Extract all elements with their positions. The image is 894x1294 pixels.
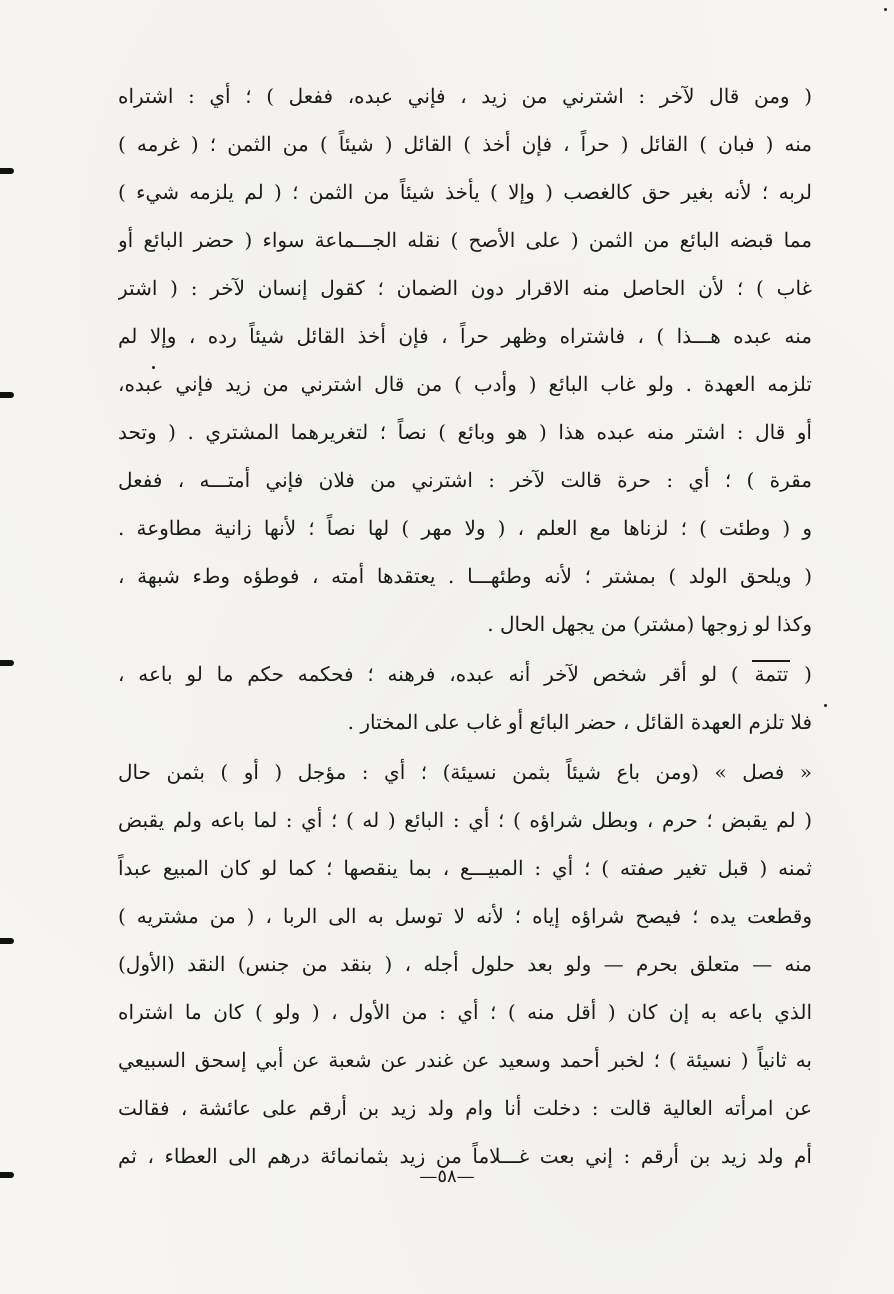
- margin-mark: [0, 938, 14, 944]
- text-line: وكذا لو زوجها (مشتر) من يجهل الحال .: [487, 612, 812, 636]
- tatimma-line: ( تتمة ) لو أقر شخص لآخر أنه عبده، فرهنه ؛ فحكمه حكم ما لو باعه ،: [118, 662, 812, 686]
- scan-speck: [884, 8, 887, 11]
- text-line: منه ( فبان ) القائل ( حراً ، فإن أخذ ) القائل ( شيئاً ) من الثمن ؛ ( غرمه ): [118, 132, 812, 156]
- text-line: مما قبضه البائع من الثمن ( على الأصح ) نقله الجـــماعة سواء ( حضر البائع أو: [118, 228, 812, 252]
- margin-mark: [0, 392, 14, 398]
- text-line: ( لم يقبض ؛ حرم ، وبطل شراؤه ) ؛ أي : البائع ( له ) ؛ أي : لما باعه ولم يقبض: [118, 808, 812, 832]
- text-line: الذي باعه به إن كان ( أقل منه ) ؛ أي : من الأول ، ( ولو ) كان ما اشتراه: [118, 1000, 812, 1024]
- text-line: غاب ) ؛ لأن الحاصل منه الاقرار دون الضمان ؛ كقول إنسان لآخر : ( اشتر: [118, 276, 812, 300]
- margin-mark: [0, 168, 14, 174]
- text-line: لربه ؛ لأنه بغير حق كالغصب ( وإلا ) يأخذ شيئاً من الثمن ؛ ( لم يلزمه شيء ): [118, 180, 812, 204]
- text-line: وقطعت يده ؛ فيصح شراؤه إياه ؛ لأنه لا توسل به الى الربا ، ( من مشتريه ): [118, 904, 812, 928]
- text-line: و ( وطئت ) ؛ لزناها مع العلم ، ( ولا مهر ) لها نصاً ؛ لأنها زانية مطاوعة .: [118, 516, 812, 540]
- tatimma-label: تتمة: [754, 662, 789, 686]
- scan-speck: [824, 704, 827, 707]
- margin-mark: [0, 660, 14, 666]
- text-line: تلزمه العهدة . ولو غاب البائع ( وأدب ) من قال اشترني من زيد فإني عبده،: [118, 372, 812, 396]
- text-line: منه — متعلق بحرم — ولو بعد حلول أجله ، ( بنقد من جنس) النقد (الأول): [118, 952, 812, 976]
- section-heading-line: « فصل » (ومن باع شيئاً بثمن نسيئة) ؛ أي : مؤجل ( أو ) بثمن حال: [118, 760, 812, 784]
- text-line: ثمنه ( قبل تغير صفته ) ؛ أي : المبيـــع ، بما ينقصها ؛ كما لو كان المبيع عبداً: [118, 856, 812, 880]
- text-line: ( ومن قال لآخر : اشترني من زيد ، فإني عبده، ففعل ) ؛ أي : اشتراه: [118, 84, 812, 108]
- text-line: فلا تلزم العهدة القائل ، حضر البائع أو غاب على المختار .: [347, 710, 812, 734]
- text-line: أو قال : اشتر منه عبده هذا ( هو وبائع ) نصاً ؛ لتغريرهما المشتري . ( وتحد: [118, 420, 812, 444]
- body-text: [118, 72, 812, 1180]
- text-line: أم ولد زيد بن أرقم : إني بعت غـــلاماً من زيد بثمانمائة درهم الى العطاء ، ثم: [118, 1144, 812, 1168]
- text-line: به ثانياً ( نسيئة ) ؛ لخبر أحمد وسعيد عن غندر عن شعبة عن أبي إسحق السبيعي: [118, 1048, 812, 1072]
- page-number: —٥٨—: [419, 1166, 475, 1187]
- text-line: عن امرأته العالية قالت : دخلت أنا وام ولد زيد بن أرقم على عائشة ، فقالت: [118, 1096, 812, 1120]
- text-line: مقرة ) ؛ أي : حرة قالت لآخر : اشترني من فلان فإني أمتـــه ، ففعل: [118, 468, 812, 492]
- text-line: ( ويلحق الولد ) بمشتر ؛ لأنه وطئهـــا . يعتقدها أمته ، فوطؤه وطء شبهة ،: [118, 564, 812, 588]
- text-line: منه عبده هـــذا ) ، فاشتراه وظهر حراً ، فإن أخذ القائل شيئاً رده ، وإلا لم: [118, 324, 812, 348]
